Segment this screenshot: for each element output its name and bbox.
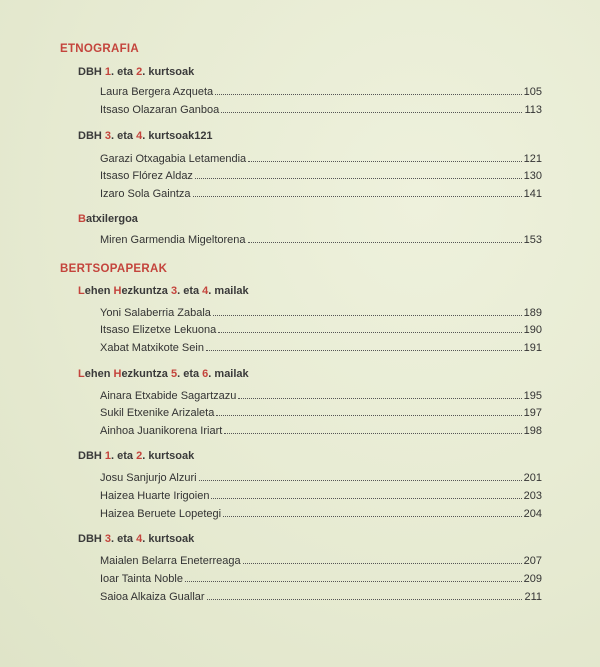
dot-leader	[211, 498, 521, 499]
group-rest: atxilergoa	[85, 213, 138, 225]
group-rest: ehen	[84, 368, 111, 380]
entry-name: Garazi Otxagabia Letamendia	[100, 153, 247, 165]
toc-entry[interactable]	[100, 571, 542, 585]
entry-name: Ioar Tainta Noble	[100, 573, 183, 585]
entry-page: 198	[523, 425, 542, 437]
group-num-1: 3	[170, 285, 178, 297]
dot-leader	[224, 433, 521, 434]
group-prefix: DBH	[78, 66, 102, 78]
dot-leader	[243, 563, 522, 564]
dot-leader	[195, 178, 522, 179]
entry-page: 113	[524, 104, 542, 116]
group-suffix: . mailak	[208, 368, 249, 380]
dot-leader	[248, 161, 521, 162]
group-num-1: 1	[104, 450, 112, 462]
entry-page: 211	[524, 591, 542, 603]
dot-leader	[248, 242, 522, 243]
entry-page: 153	[523, 234, 542, 246]
group-initial: L	[78, 368, 85, 380]
entry-name: Sukil Etxenike Arizaleta	[100, 407, 215, 419]
entry-page: 203	[523, 490, 542, 502]
entry-page: 197	[523, 407, 542, 419]
toc-entry[interactable]	[100, 340, 542, 354]
toc-entry[interactable]	[100, 423, 542, 437]
group-mid: . eta	[177, 368, 200, 380]
group-prefix: DBH	[78, 130, 102, 142]
entry-page: 207	[523, 555, 542, 567]
group-num-2: 4	[202, 285, 209, 297]
group-title-bert-dbh-3-4	[78, 533, 194, 545]
entry-page: 195	[523, 390, 542, 402]
group-rest-2: ezkuntza	[121, 285, 168, 297]
dot-leader	[185, 581, 522, 582]
dot-leader	[238, 398, 521, 399]
entry-name: Josu Sanjurjo Alzuri	[100, 472, 197, 484]
dot-leader	[207, 599, 523, 600]
group-prefix: DBH	[78, 450, 102, 462]
group-num-2: 6	[202, 368, 209, 380]
entry-page: 189	[523, 307, 542, 319]
entry-name: Maialen Belarra Eneterreaga	[100, 555, 241, 567]
toc-entry[interactable]	[100, 84, 542, 98]
toc-entry[interactable]	[100, 388, 542, 402]
group-num-2: 4	[136, 130, 143, 142]
dot-leader	[215, 94, 522, 95]
group-title-etno-dbh-1-2	[78, 66, 194, 78]
toc-entry[interactable]	[100, 405, 542, 419]
group-title-etno-dbh-3-4	[78, 130, 213, 142]
toc-entry[interactable]	[100, 102, 542, 116]
group-suffix: . kurtsoak121	[142, 130, 213, 142]
group-initial-2: H	[113, 285, 122, 297]
toc-entry[interactable]	[100, 186, 542, 200]
entry-name: Itsaso Flórez Aldaz	[100, 170, 193, 182]
entry-name: Itsaso Elizetxe Lekuona	[100, 324, 217, 336]
group-mid: . eta	[177, 285, 200, 297]
group-initial-2: H	[113, 368, 122, 380]
entry-page: 105	[523, 86, 542, 98]
entry-page: 130	[523, 170, 542, 182]
group-title-batxilergoa	[78, 213, 138, 225]
dot-leader	[223, 516, 522, 517]
entry-name: Yoni Salaberria Zabala	[100, 307, 211, 319]
section-title-bertsopaperak: BERTSOPAPERAK	[60, 263, 168, 275]
group-mid: . eta	[111, 130, 134, 142]
toc-entry[interactable]	[100, 322, 542, 336]
entry-name: Miren Garmendia Migeltorena	[100, 234, 246, 246]
section-title-etnografia: ETNOGRAFIA	[60, 43, 140, 55]
group-num-2: 4	[136, 533, 143, 545]
group-rest-2: ezkuntza	[121, 368, 168, 380]
entry-name: Itsaso Olazaran Ganboa	[100, 104, 220, 116]
group-suffix: . mailak	[208, 285, 249, 297]
toc-entry[interactable]	[100, 589, 542, 603]
toc-entry[interactable]	[100, 151, 542, 165]
group-mid: . eta	[111, 533, 134, 545]
entry-page: 191	[523, 342, 542, 354]
group-suffix: . kurtsoak	[142, 66, 195, 78]
group-num-2: 2	[136, 66, 143, 78]
toc-entry[interactable]	[100, 232, 542, 246]
entry-page: 141	[523, 188, 542, 200]
group-title-lehen-3-4	[78, 285, 249, 297]
group-num-2: 2	[136, 450, 143, 462]
dot-leader	[221, 112, 522, 113]
group-prefix: DBH	[78, 533, 102, 545]
group-num-1: 1	[104, 66, 112, 78]
dot-leader	[213, 315, 522, 316]
dot-leader	[199, 480, 522, 481]
group-title-lehen-5-6	[78, 368, 249, 380]
dot-leader	[218, 332, 521, 333]
dot-leader	[206, 350, 522, 351]
entry-page: 209	[523, 573, 542, 585]
toc-entry[interactable]	[100, 305, 542, 319]
group-suffix: . kurtsoak	[142, 533, 195, 545]
toc-entry[interactable]	[100, 168, 542, 182]
entry-name: Xabat Matxikote Sein	[100, 342, 204, 354]
group-num-1: 3	[104, 533, 112, 545]
group-suffix: . kurtsoak	[142, 450, 195, 462]
entry-page: 121	[523, 153, 542, 165]
entry-name: Izaro Sola Gaintza	[100, 188, 191, 200]
dot-leader	[193, 196, 522, 197]
entry-name: Ainhoa Juanikorena Iriart	[100, 425, 223, 437]
toc-entry[interactable]	[100, 506, 542, 520]
group-rest: ehen	[84, 285, 111, 297]
entry-name: Laura Bergera Azqueta	[100, 86, 214, 98]
toc-entry[interactable]	[100, 553, 542, 567]
toc-entry[interactable]	[100, 488, 542, 502]
entry-name: Saioa Alkaiza Guallar	[100, 591, 205, 603]
entry-page: 201	[523, 472, 542, 484]
dot-leader	[216, 415, 521, 416]
group-num-1: 5	[170, 368, 178, 380]
entry-name: Ainara Etxabide Sagartzazu	[100, 390, 237, 402]
entry-page: 204	[523, 508, 542, 520]
group-initial: L	[78, 285, 85, 297]
toc-entry[interactable]	[100, 470, 542, 484]
group-mid: . eta	[111, 450, 134, 462]
group-initial: B	[78, 213, 86, 225]
group-num-1: 3	[104, 130, 112, 142]
entry-name: Haizea Beruete Lopetegi	[100, 508, 222, 520]
entry-page: 190	[523, 324, 542, 336]
group-title-bert-dbh-1-2	[78, 450, 194, 462]
entry-name: Haizea Huarte Irigoien	[100, 490, 210, 502]
group-mid: . eta	[111, 66, 134, 78]
